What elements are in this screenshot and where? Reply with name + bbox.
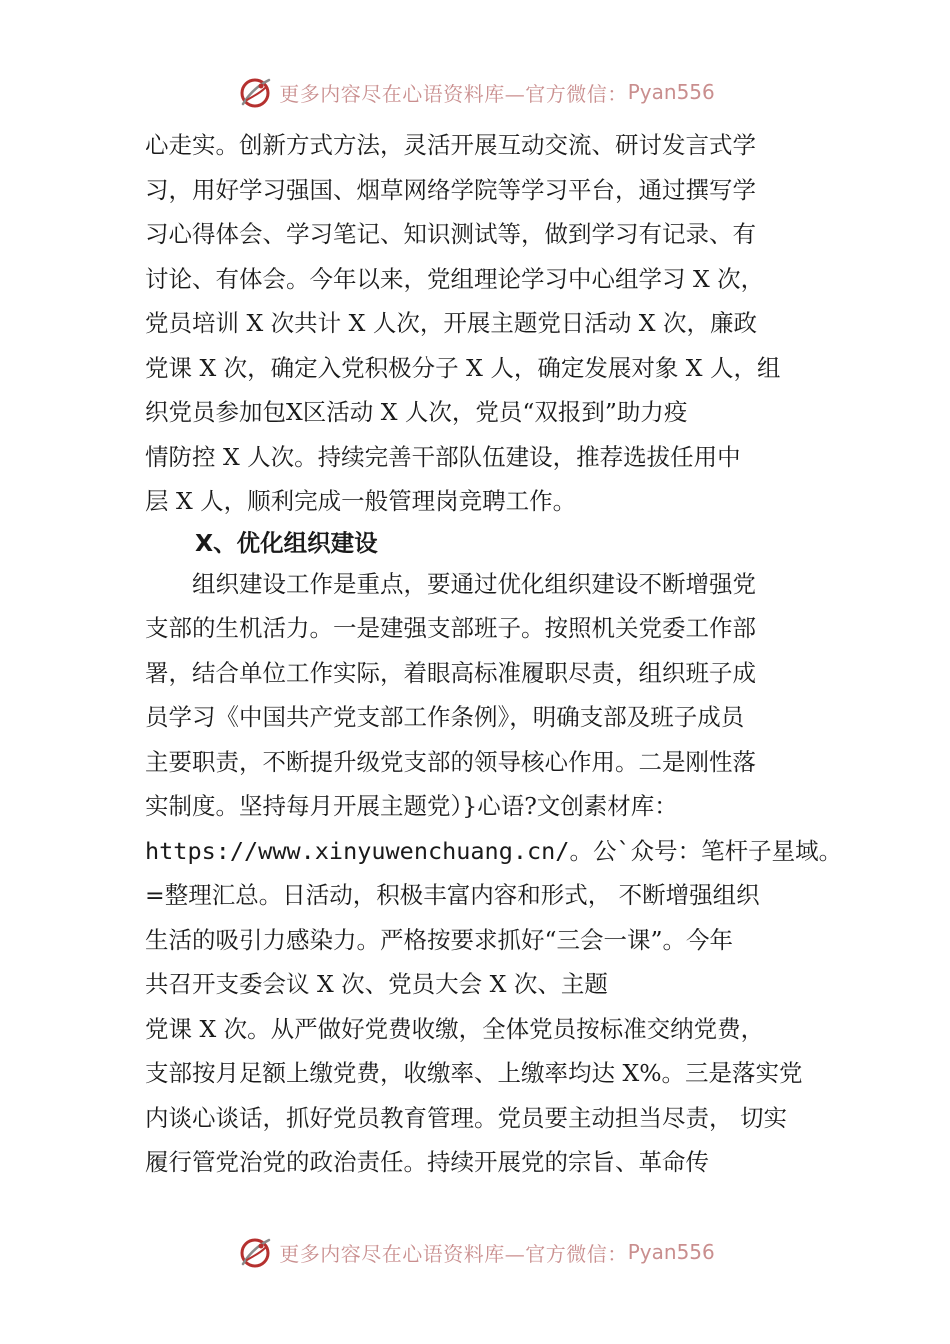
paragraph-line: 员学习《中国共产党支部工作条例》，明确支部及班子成员: [145, 703, 745, 731]
paragraph-line: =整理汇总。日活动，积极丰富内容和形式， 不断增强组织: [145, 881, 760, 909]
url-line: https://www.xinyuwenchuang.cn/。公`众号：笔杆子星域。: [145, 836, 843, 865]
paragraph-line: 实制度。坚持每月开展主题党）}心语?文创素材库：: [145, 792, 678, 820]
section-heading: X、优化组织建设: [195, 528, 378, 557]
paragraph-line: 支部的生机活力。一是建强支部班子。按照机关党委工作部: [145, 614, 756, 642]
paragraph-line: 织党员参加包X区活动 X 人次，党员“双报到”助力疫: [145, 398, 688, 426]
document-body: [145, 123, 843, 1185]
paragraph-line: 党课 X 次。从严做好党费收缴，全体党员按标准交纳党费，: [145, 1014, 765, 1043]
paragraph-line: 讨论、有体会。今年以来，党组理论学习中心组学习 X 次，: [145, 264, 765, 293]
footer-watermark: [0, 1232, 950, 1272]
header-watermark: [0, 72, 950, 112]
paragraph-line: 生活的吸引力感染力。严格按要求抓好“三会一课”。今年: [145, 925, 734, 954]
paragraph-line: 署，结合单位工作实际，着眼高标准履职尽责，组织班子成: [145, 658, 756, 687]
watermark-handle: Pyan556: [627, 1240, 715, 1264]
paragraph-line: 组织建设工作是重点，要通过优化组织建设不断增强党: [192, 569, 756, 598]
paragraph-line: 心走实。创新方式方法，灵活开展互动交流、研讨发言式学: [145, 131, 756, 159]
watermark-text: 更多内容尽在心语资料库—官方微信：: [279, 81, 628, 106]
paragraph-line: 主要职责，不断提升级党支部的领导核心作用。二是刚性落: [145, 747, 756, 776]
paragraph-line: 支部按月足额上缴党费，收缴率、上缴率均达 X%。三是落实党: [145, 1059, 803, 1087]
paragraph-line: 共召开支委会议 X 次、党员大会 X 次、主题: [145, 970, 608, 998]
paragraph-line: 党员培训 X 次共计 X 人次，开展主题党日活动 X 次，廉政: [145, 309, 758, 337]
logo-icon: [235, 72, 275, 112]
paragraph-line: 情防控 X 人次。持续完善干部队伍建设，推荐选拔任用中: [145, 442, 741, 471]
watermark-text: 更多内容尽在心语资料库—官方微信：: [279, 1241, 628, 1266]
paragraph-line: 习心得体会、学习笔记、知识测试等，做到学习有记录、有: [145, 220, 756, 248]
paragraph-line: 党课 X 次，确定入党积极分子 X 人，确定发展对象 X 人，组: [145, 353, 781, 382]
paragraph-line: 习，用好学习强国、烟草网络学院等学习平台，通过撰写学: [145, 175, 756, 204]
paragraph-line: 内谈心谈话，抓好党员教育管理。党员要主动担当尽责， 切实: [145, 1103, 787, 1132]
watermark-handle: Pyan556: [627, 80, 715, 104]
paragraph-line: 层 X 人，顺利完成一般管理岗竞聘工作。: [145, 487, 577, 515]
paragraph-line: 履行管党治党的政治责任。持续开展党的宗旨、革命传: [145, 1148, 709, 1176]
logo-icon: [235, 1232, 275, 1272]
